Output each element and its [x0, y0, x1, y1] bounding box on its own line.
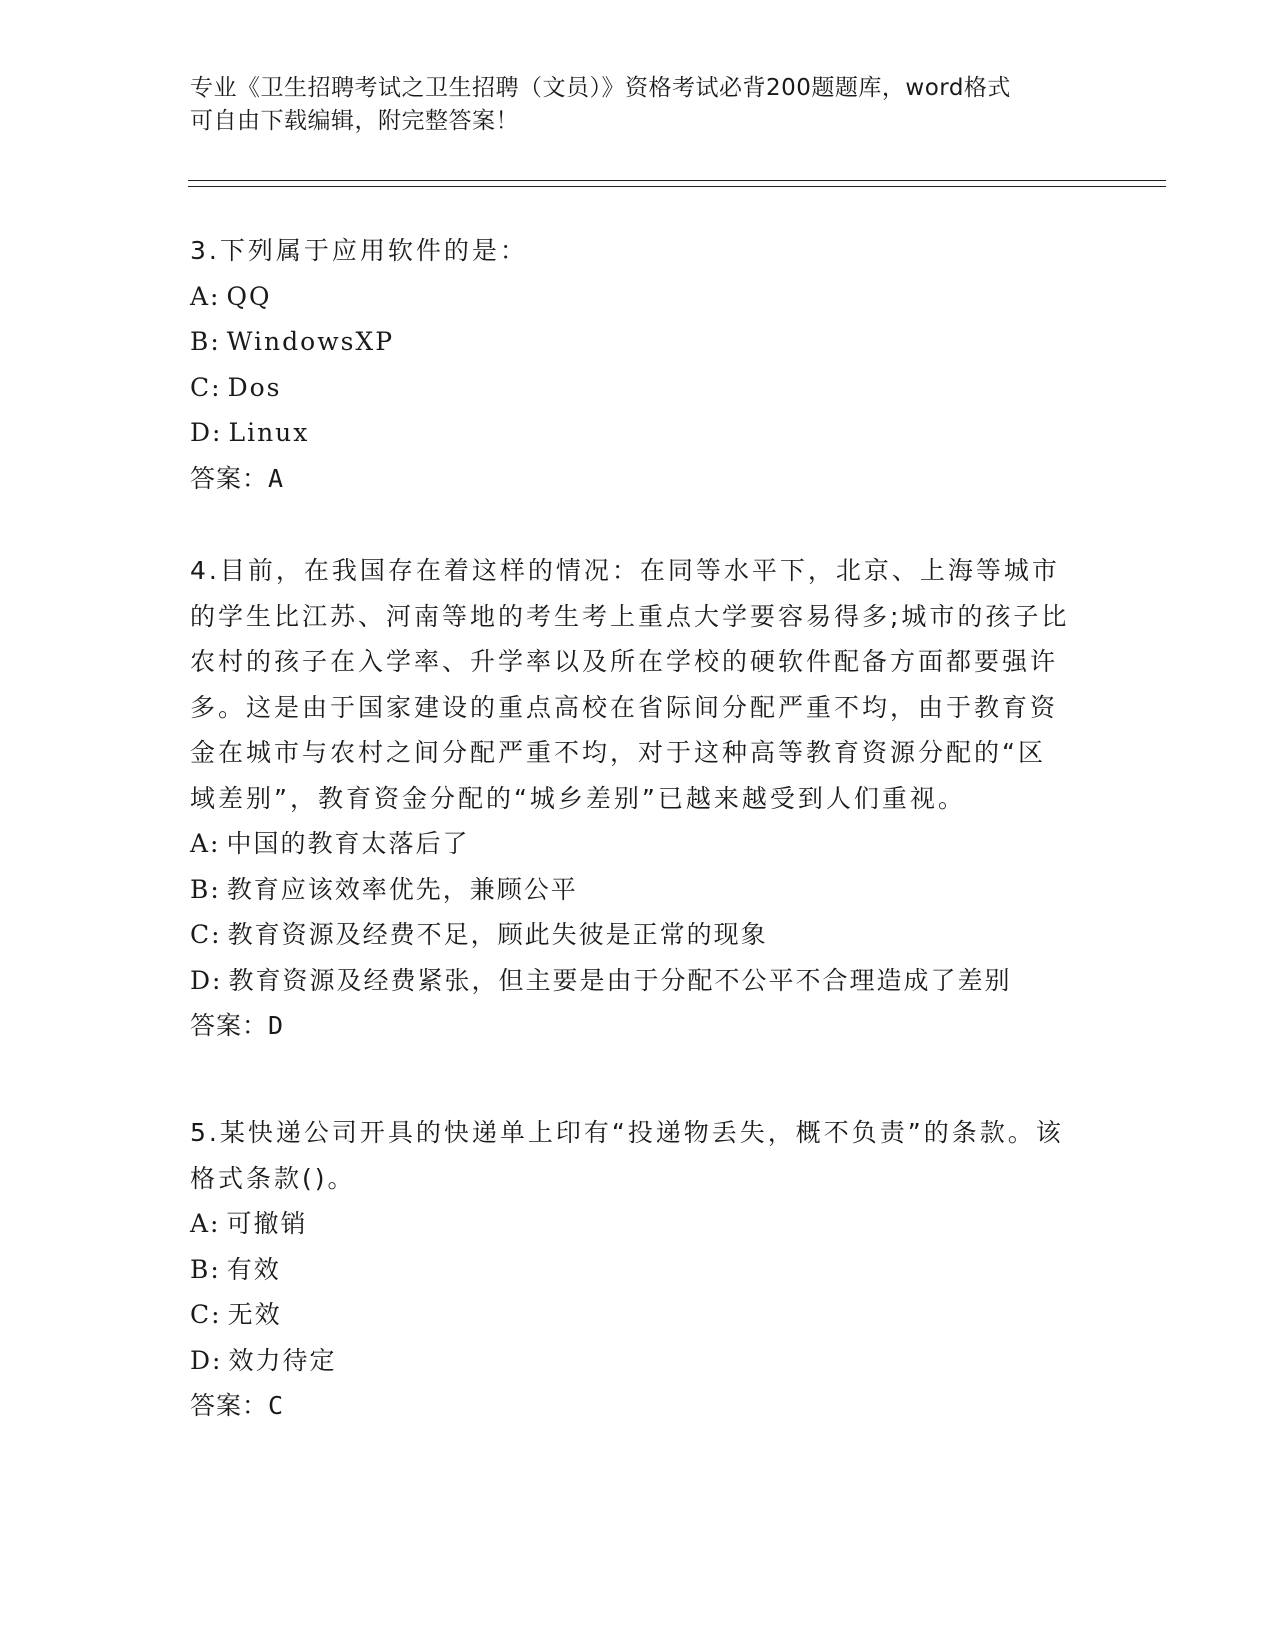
option-letter: C:	[190, 372, 222, 402]
option-letter: B:	[190, 327, 221, 356]
option-letter: B:	[190, 874, 221, 904]
option-letter: C:	[190, 1300, 222, 1329]
option-text: 教育资源及经费紧张，但主要是由于分配不公平不合理造成了差别	[228, 965, 1012, 995]
option-letter: D:	[190, 1345, 223, 1375]
option-letter: A:	[190, 829, 221, 858]
option-list	[190, 1201, 1070, 1383]
option-b	[190, 1247, 1070, 1293]
option-text: 教育应该效率优先，兼顾公平	[226, 874, 578, 904]
option-letter: B:	[190, 1254, 221, 1284]
question-4	[190, 548, 1070, 1049]
document-header	[190, 72, 1090, 138]
option-text: WindowsXP	[226, 327, 395, 356]
option-b	[190, 867, 1070, 913]
option-c	[190, 365, 1090, 411]
header-divider-bottom	[188, 186, 1166, 187]
question-stem: 5.某快递公司开具的快递单上印有“投递物丢失，概不负责”的条款。该格式条款()。	[190, 1118, 1064, 1193]
question-stem: 4.目前，在我国存在着这样的情况：在同等水平下，北京、上海等城市的学生比江苏、河南等地的考生考上重点大学要容易得多;城市的孩子比农村的孩子在入学率、升学率以及所在学校的硬软件配备方面都要强许多。这是由于国家建设的重点高校在省际间分配严重不均，由于教育资金在城市与农村之间分配严重不均，对于这种高等教育资源分配的“区域差别”，教育资金分配的“城乡差别”已越来越受到人们重视。	[190, 556, 1070, 813]
answer-line: 答案：D	[190, 1011, 285, 1040]
question-5	[190, 1110, 1070, 1429]
answer-line: 答案：A	[190, 463, 285, 493]
option-text: 效力待定	[228, 1345, 337, 1375]
option-b	[190, 319, 1090, 365]
option-text: 无效	[227, 1300, 282, 1329]
answer-line: 答案：C	[190, 1391, 285, 1420]
question-3	[190, 228, 1090, 501]
option-d	[190, 1338, 1070, 1384]
option-text: Linux	[228, 418, 310, 447]
option-text: 有效	[226, 1254, 281, 1284]
option-letter: D:	[190, 965, 223, 995]
header-line-2: 可自由下载编辑，附完整答案！	[190, 108, 519, 134]
question-stem: 3.下列属于应用软件的是：	[190, 236, 528, 265]
option-list	[190, 274, 1090, 456]
option-letter: C:	[190, 920, 222, 949]
option-d	[190, 958, 1070, 1004]
option-c	[190, 912, 1070, 958]
option-text: QQ	[226, 281, 272, 311]
option-text: Dos	[227, 372, 282, 402]
option-a	[190, 1201, 1070, 1247]
option-a	[190, 821, 1070, 867]
option-c	[190, 1292, 1070, 1338]
header-divider-top	[188, 180, 1166, 181]
option-d	[190, 410, 1090, 456]
option-letter: A:	[190, 1209, 221, 1238]
header-line-1: 专业《卫生招聘考试之卫生招聘（文员）》资格考试必背200题题库，word格式	[190, 75, 1011, 101]
option-text: 中国的教育太落后了	[226, 829, 470, 858]
option-letter: A:	[190, 281, 221, 311]
option-text: 可撤销	[226, 1209, 308, 1238]
option-list	[190, 821, 1070, 1003]
option-letter: D:	[190, 418, 223, 447]
option-text: 教育资源及经费不足，顾此失彼是正常的现象	[227, 920, 768, 949]
option-a	[190, 274, 1090, 320]
